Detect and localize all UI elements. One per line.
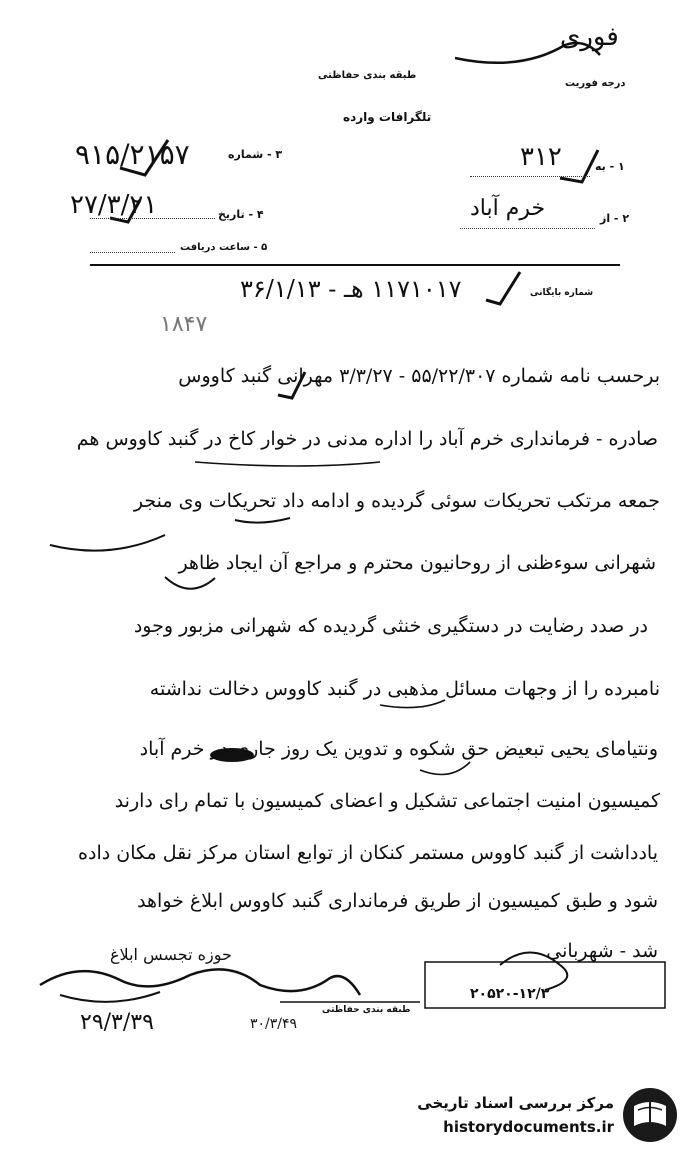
- date-label: ۴ - تاریخ: [218, 208, 264, 221]
- footer-website: historydocuments.ir: [443, 1118, 614, 1136]
- footer-center-name: مرکز بررسی اسناد تاریخی: [417, 1094, 614, 1112]
- check-mark: [486, 272, 520, 304]
- body-line: نامبرده را از وجهات مسائل مذهبی در گنبد کاووس دخالت نداشته: [149, 678, 660, 700]
- stamp-label: طبقه بندی حفاظتی: [322, 1005, 411, 1015]
- margin-note: ۱۸۴۷: [160, 312, 208, 337]
- received-line: [90, 252, 175, 253]
- from-label: ۲ - از: [600, 212, 630, 225]
- body-underline: [235, 518, 290, 523]
- body-underline: [165, 577, 215, 589]
- body-line: شود و طبق کمیسیون از طریق فرمانداری گنبد کاووس ابلاغ خواهد: [137, 890, 658, 912]
- check-mark: [560, 150, 598, 182]
- signature-note: حوزه تجسس ابلاغ: [110, 945, 232, 964]
- signature-scribble: [60, 992, 160, 1002]
- book-logo-icon: [620, 1086, 680, 1144]
- body-underline: [380, 700, 445, 708]
- body-line: شد - شهربانی: [546, 940, 658, 962]
- urgency-label: درجه فوریت: [565, 78, 626, 89]
- reg-label: شماره بایگانی: [530, 288, 594, 298]
- number-value: ۹۱۵/۲۱۵۷: [75, 138, 190, 171]
- from-value: خرم آباد: [470, 196, 546, 221]
- classification-label: طبقه بندی حفاظتی: [318, 70, 417, 81]
- body-line: صادره - فرمانداری خرم آباد را اداره مدنی در خوار کاخ در گنبد کاووس هم: [76, 428, 658, 450]
- body-line: کمیسیون امنیت اجتماعی تشکیل و اعضای کمیسیون با تمام رای دارند: [114, 790, 660, 812]
- to-label: ۱ - به: [595, 160, 625, 173]
- date-value: ۲۷/۳/۲۱: [70, 190, 158, 220]
- reg-value: ۱۱۷۱۰۱۷ هـ - ۳۶/۱/۱۳: [240, 275, 462, 303]
- body-line: جمعه مرتکب تحریکات سوئی گردیده و ادامه داد تحریکات وی منجر: [133, 490, 660, 512]
- body-line: برحسب نامه شماره ۵۵/۲۲/۳۰۷ - ۳/۳/۲۷ مهرانی گنبد کاووس: [178, 365, 660, 387]
- received-label: ۵ - ساعت دریافت: [180, 242, 268, 253]
- bottom-date-1: ۲۹/۳/۳۹: [80, 1010, 154, 1035]
- to-line: [470, 176, 590, 177]
- signature-scribble: [40, 969, 360, 995]
- bottom-date-2: ۳۰/۳/۴۹: [250, 1016, 298, 1032]
- body-line: در صدد رضایت در دستگیری خنثی گردیده که شهرانی مزبور وجود: [133, 615, 648, 637]
- doc-type: تلگرافات وارده: [343, 110, 432, 124]
- body-line: ونتیامای یحیی تبعیض حق شکوه و تدوین یک روز جاری در خرم آباد: [139, 738, 658, 760]
- from-line: [460, 228, 595, 229]
- footer-watermark: [404, 1086, 680, 1144]
- body-line: یادداشت از گنبد کاووس مستمر کنکان از توابع استان مرکز نقل مکان داده: [78, 842, 658, 864]
- stamp-code: ۲۰۵۲۰-۱۲/۳: [470, 986, 550, 1002]
- urgency-value: فوری: [560, 22, 619, 52]
- body-underline: [420, 762, 470, 775]
- body-line: شهرانی سوءظنی از روحانیون محترم و مراجع آن ایجاد ظاهر: [178, 552, 656, 574]
- body-underline: [50, 535, 165, 551]
- to-value: ۳۱۲: [520, 142, 562, 172]
- body-underline: [195, 462, 380, 466]
- number-label: ۳ - شماره: [228, 148, 283, 161]
